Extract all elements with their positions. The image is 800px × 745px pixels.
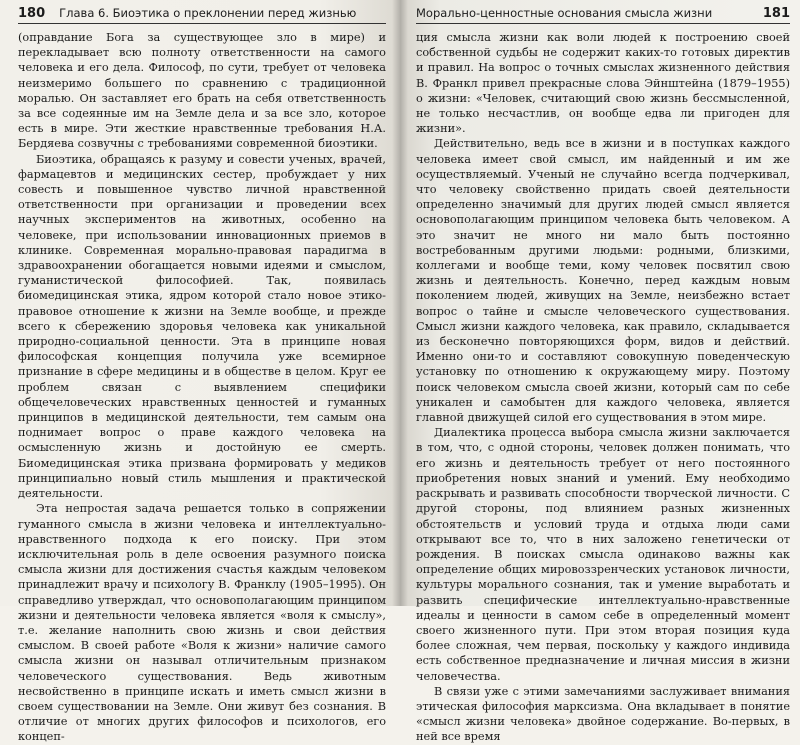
right-page	[400, 0, 800, 744]
left-page-body	[18, 30, 386, 745]
right-paragraph-2: Действительно, ведь все в жизни и в поступках каждого человека имеет свой смысл, им найденный и им же осуществляемый. Ученый не случайно всегда подчеркивал, что человеку свойственно придать своей деятельности определенно значимый для других людей смысл является основополагающим принципом человека быть человеком. А это значит не много ни мало быть постоянно востребованным другими людьми: родными, близкими, коллегами и вообще теми, кому человек посвятил свою жизнь и деятельность. Конечно, перед каждым новым поколением людей, живущих на Земле, неизбежно встает вопрос о тайне и смысле человеческого существования. Смысл жизни каждого человека, как правило, складывается из бесконечно повторяющихся форм, видов и действий. Именно они-то и составляют совокупную поведенческую установку по отношению к окружающему миру. Поэтому поиск человеком смысла своей жизни, который сам по себе уникален и самобытен для каждого человека, является главной движущей силой его существования в этом мире.	[416, 137, 790, 425]
left-page-number: 180	[18, 6, 46, 21]
right-page-body	[416, 30, 790, 745]
left-paragraph-2: Биоэтика, обращаясь к разуму и совести ученых, врачей, фармацевтов и медицинских сестер, пробуждает у них совесть и повышенное чувство личной нравственной ответственности при организации и проведении всех научных экспериментов на животных, особенно на человеке, при использовании инновационных приемов в клинике. Современная морально-правовая парадигма в здравоохранении обогащается новыми идеями и смыслом, гуманистической философией. Так, появилась биомедицинская этика, ядром которой стало новое этико-правовое отношение к жизни на Земле вообще, и прежде всего к сбережению здоровья человека как уникальной природно-социальной ценности. Эта в принципе новая философская концепция получила уже всемирное признание в сфере медицины и в обществе в целом. Круг ее проблем связан с выявлением специфики общечеловеческих нравственных ценностей и гуманных принципов в медицинской деятельности, тем самым она поднимает вопрос о праве каждого человека на осмысленную жизнь и достойную ее смерть. Биомедицинская этика призвана формировать у медиков принципиально новый стиль мышления и практической деятельности.	[18, 152, 386, 501]
right-page-number: 181	[762, 6, 790, 21]
right-paragraph-3: Диалектика процесса выбора смысла жизни заключается в том, что, с одной стороны, человек должен понимать, что его жизнь и деятельность требует от него постоянного приобретения новых знаний и умений. Ему необходимо раскрывать и развивать способности творческой личности. С другой стороны, под влиянием разных жизненных обстоятельств и условий труда и отдыха люди сами открывают все то, что в них заложено генетически от рождения. В поисках смысла одинаково важны как определение общих мировоззренческих установок личности, культуры морального сознания, так и умение выработать и развить специфические интеллектуально-нравственные идеалы и ценности в самом себе в определенный момент своего жизненного пути. При этом вторая позиция куда более сложная, чем первая, поскольку у каждого индивида есть собственное предназначение и личная миссия в жизни человечества.	[416, 426, 790, 683]
left-page	[0, 0, 400, 744]
left-running-head: Глава 6. Биоэтика о преклонении перед жизнью	[59, 6, 357, 20]
right-running-head: Морально-ценностные основания смысла жизни	[416, 6, 713, 20]
right-paragraph-4: В связи уже с этими замечаниями заслуживает внимания этическая философия марксизма. Она вкладывает в понятие «смысл жизни человека» двойное содержание. Во-первых, в ней все время	[416, 684, 790, 744]
right-paragraph-1: ция смысла жизни как воли людей к построению своей собственной судьбы не содержит каких-то готовых директив и правил. На вопрос о точных смыслах жизненного действия В. Франкл привел прекрасные слова Эйнштейна (1879–1955) о жизни: «Человек, считающий свою жизнь бессмысленной, не только несчастлив, он вообще едва ли пригоден для жизни».	[416, 31, 790, 136]
right-page-header	[416, 6, 790, 24]
left-paragraph-1: (оправдание Бога за существующее зло в мире) и перекладывает всю полноту ответственности на самого человека и его дела. Философ, по сути, требует от человека неизмеримо большего по сравнению с традиционной моралью. Он заставляет его брать на себя ответственность за все содеянные им на Земле дела и за все зло, которое есть в мире. Эти жесткие нравственные требования Н.А. Бердяева созвучны с требованиями современной биоэтики.	[18, 31, 386, 151]
left-paragraph-3: Эта непростая задача решается только в сопряжении гуманного смысла в жизни человека и интеллектуально-нравственного подхода к его поиску. При этом исключительная роль в деле освоения разумного поиска смысла жизни для достижения счастья каждым человеком принадлежит врачу и психологу В. Франклу (1905–1995). Он справедливо утверждал, что основополагающим принципом жизни и деятельности человека является «воля к смыслу», т.е. желание наполнить свою жизнь и свои действия смыслом. В своей работе «Воля к жизни» наличие самого смысла жизни он называл отличительным признаком человеческого существования. Ведь животным несвойственно в принципе искать и иметь смысл жизни в своем существовании на Земле. Они живут без сознания. В отличие от многих других философов и психологов, его концеп-	[18, 502, 386, 744]
left-page-header	[18, 6, 386, 24]
